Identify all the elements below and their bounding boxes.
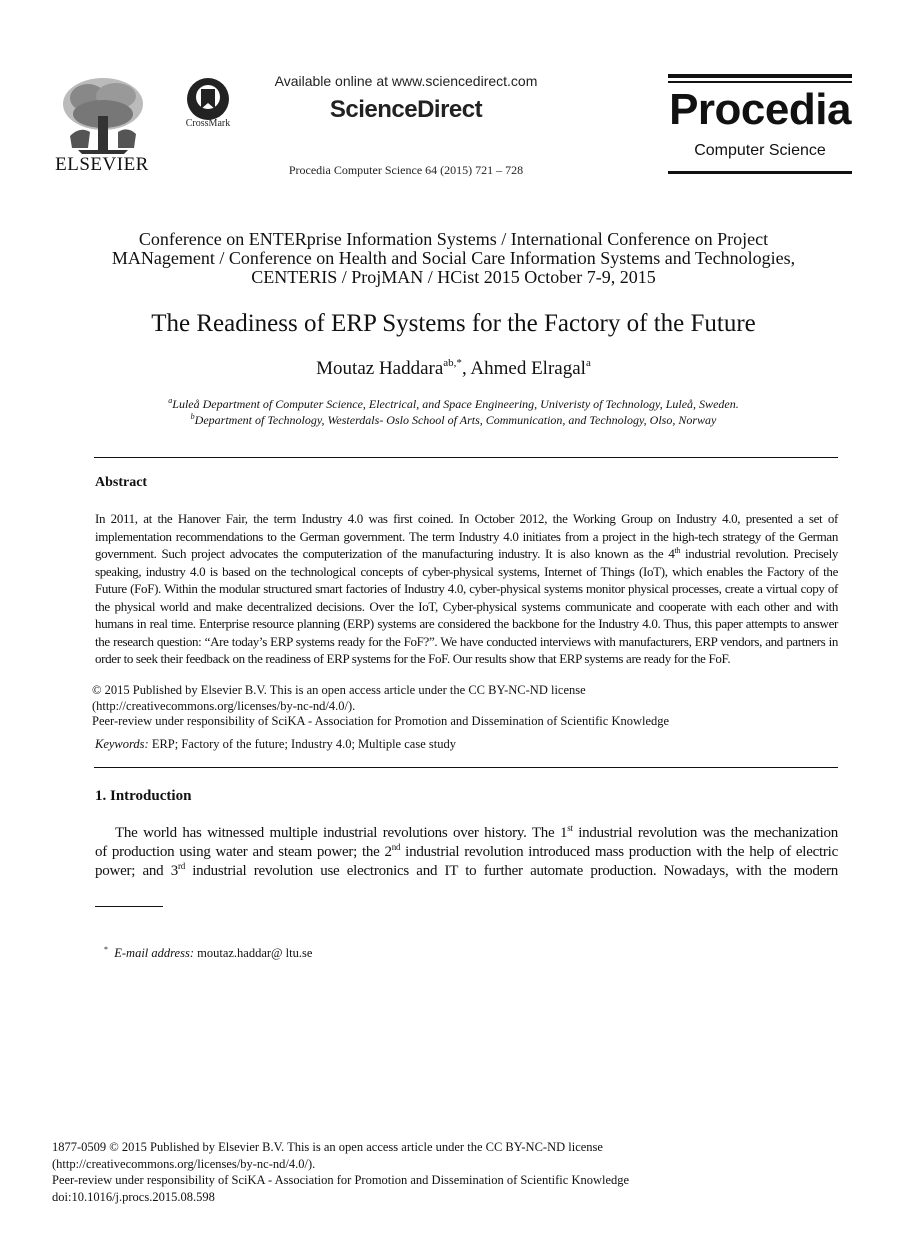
license-line: © 2015 Published by Elsevier B.V. This is an open access article under the CC BY-NC-ND license bbox=[92, 683, 586, 697]
procedia-top-rule-thick bbox=[668, 74, 852, 78]
body-line bbox=[95, 824, 838, 843]
body-text: industrial revolution was the mechanization bbox=[572, 825, 838, 841]
section-divider bbox=[94, 457, 838, 458]
affiliation-mark: a bbox=[168, 396, 173, 405]
ordinal-suffix: st bbox=[567, 823, 573, 833]
conference-line: CENTERIS / ProjMAN / HCist 2015 October 7-9, 2015 bbox=[251, 267, 656, 287]
ordinal-suffix: th bbox=[674, 546, 681, 555]
body-line bbox=[95, 843, 838, 862]
footnote bbox=[104, 945, 312, 961]
body-text: The world has witnessed multiple industrial revolutions over history. The 1 bbox=[115, 825, 568, 841]
abstract-body bbox=[95, 510, 838, 668]
sciencedirect-wordmark: ScienceDirect bbox=[329, 96, 483, 123]
procedia-logo bbox=[668, 74, 852, 174]
issn-license-line: 1877-0509 © 2015 Published by Elsevier B.V. This is an open access article under the CC BY-NC-ND license bbox=[52, 1140, 603, 1154]
paper-title: The Readiness of ERP Systems for the Factory of the Future bbox=[151, 310, 756, 337]
affiliation-b bbox=[60, 412, 847, 428]
procedia-top-rule-thin bbox=[668, 81, 852, 83]
affiliation-mark: b bbox=[190, 412, 195, 421]
procedia-bottom-rule bbox=[668, 171, 852, 174]
body-text: power; and 3 bbox=[95, 863, 178, 879]
elsevier-tree-icon bbox=[58, 76, 148, 156]
section-divider bbox=[94, 767, 838, 768]
conference-name bbox=[70, 230, 837, 287]
body-text: industrial revolution introduced mass production with the help of electric bbox=[400, 844, 839, 860]
crossmark-badge[interactable] bbox=[178, 76, 238, 136]
footnote-label: E-mail address: bbox=[114, 946, 194, 960]
peer-review-line: Peer-review under responsibility of SciKA - Association for Promotion and Dissemination of Scientific Knowledge bbox=[52, 1173, 630, 1187]
crossmark-icon bbox=[185, 76, 231, 122]
body-text: of production using water and steam power; the 2 bbox=[95, 844, 392, 860]
author-name: Ahmed Elragal bbox=[470, 358, 586, 379]
keywords-label: Keywords: bbox=[95, 737, 149, 751]
footnote-mark: * bbox=[104, 945, 108, 954]
affiliation-text: Luleå Department of Computer Science, Electrical, and Space Engineering, Univeristy of Technology, Luleå, Sweden. bbox=[172, 397, 739, 411]
elsevier-wordmark: ELSEVIER bbox=[55, 154, 149, 175]
author-separator: , bbox=[461, 358, 471, 379]
introduction-body bbox=[95, 824, 838, 881]
procedia-subtitle: Computer Science bbox=[694, 142, 826, 159]
abstract-text: In 2011, at the Hanover Fair, the term Industry 4.0 was first coined. In October 2012, the Working Group on Industry 4.0, presented a set of implementation recommendations to the German government. The term Industry 4.0 initiates from a project in the high-tech strategy of the German government. Such project advocates the computerization of the manufacturing industry. It is also known as the 4 bbox=[95, 511, 838, 561]
keywords-list: ERP; Factory of the future; Industry 4.0; Multiple case study bbox=[148, 737, 456, 751]
license-statement bbox=[92, 683, 852, 730]
ordinal-suffix: nd bbox=[391, 842, 401, 852]
footnote-rule bbox=[95, 906, 163, 907]
author-affiliation-mark: a bbox=[585, 357, 591, 369]
affiliation-text: Department of Technology, Westerdals- Oslo School of Arts, Communication, and Technology, Olso, Norway bbox=[194, 413, 717, 427]
conference-line: Conference on ENTERprise Information Systems / International Conference on Project bbox=[138, 229, 769, 249]
body-text: industrial revolution use electronics and IT to further automate production. Nowadays, with the modern bbox=[184, 863, 838, 879]
procedia-wordmark: Procedia bbox=[669, 85, 851, 134]
peer-review-line: Peer-review under responsibility of SciKA - Association for Promotion and Dissemination of Scientific Knowledge bbox=[92, 714, 670, 728]
license-link[interactable]: (http://creativecommons.org/licenses/by-nc-nd/4.0/). bbox=[92, 698, 356, 713]
journal-reference: Procedia Computer Science 64 (2015) 721 – 728 bbox=[288, 163, 524, 177]
crossmark-label: CrossMark bbox=[185, 118, 231, 129]
ordinal-suffix: rd bbox=[177, 861, 185, 871]
abstract-heading: Abstract bbox=[95, 475, 148, 490]
affiliation-a bbox=[60, 396, 847, 412]
author-affiliation-mark: ab,* bbox=[443, 357, 462, 369]
introduction-heading: 1. Introduction bbox=[95, 788, 192, 804]
keywords bbox=[95, 737, 456, 752]
author-email[interactable]: moutaz.haddar@ ltu.se bbox=[194, 946, 313, 960]
conference-line: MANagement / Conference on Health and Social Care Information Systems and Technologies, bbox=[111, 248, 796, 268]
available-online-link[interactable]: Available online at www.sciencedirect.com bbox=[274, 73, 538, 89]
doi[interactable]: doi:10.1016/j.procs.2015.08.598 bbox=[52, 1189, 215, 1204]
author-name: Moutaz Haddara bbox=[316, 358, 444, 379]
license-link[interactable]: (http://creativecommons.org/licenses/by-nc-nd/4.0/). bbox=[52, 1156, 316, 1171]
abstract-text: industrial revolution. Precisely speaking, industry 4.0 is based on the technological concepts of cyber-physical systems, Internet of Things (IoT), which enables the Factory of the Future (FoF). Within the modular structured smart factories of Industry 4.0, cyber-physical systems monitor physical processes, create a virtual copy of the physical world and make decentralized decisions. Over the IoT, Cyber-physical systems communicate and cooperate with each other and with humans in real time. Enterprise resource planning (ERP) systems are considered the backbone for the Industry 4.0. Thus, this paper attempts to answer the research question: “Are today’s ERP systems ready for the FoF?”. We have conducted interviews with manufacturers, ERP vendors, and partners in order to seek their feedback on the readiness of ERP systems for the FoF. Our results show that ERP systems are ready for the FoF. bbox=[95, 546, 838, 666]
body-line bbox=[95, 862, 838, 881]
publication-info bbox=[52, 1139, 812, 1205]
author-list bbox=[60, 357, 847, 380]
elsevier-logo bbox=[52, 76, 152, 176]
